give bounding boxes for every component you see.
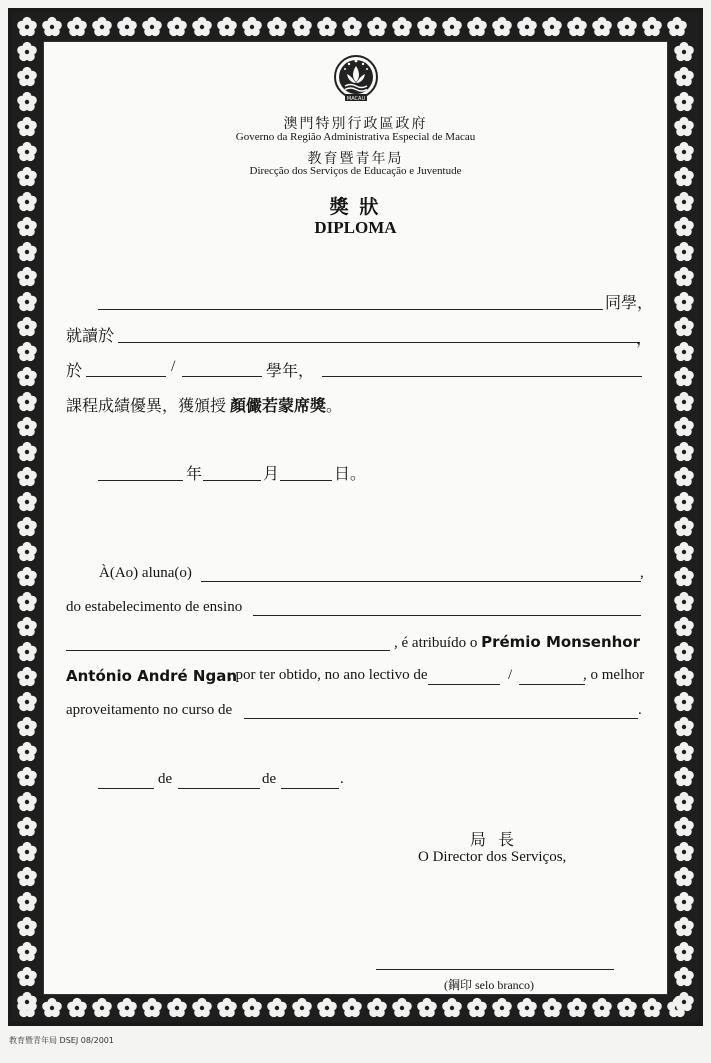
pt-month-line (178, 788, 260, 789)
attributed-text (394, 633, 640, 652)
date-month-line (203, 480, 261, 481)
award-pre: 課程成績優異，獲頒授 (66, 398, 231, 415)
school-line-pt (253, 615, 641, 616)
seal-label: (鋼印 selo branco) (444, 978, 534, 992)
title-zh: 獎 狀 (329, 197, 382, 218)
pt-day-line (98, 788, 154, 789)
course-label-pt: aproveitamento no curso de (66, 702, 233, 718)
title-en: DIPLOMA (314, 218, 397, 237)
signature-line (376, 969, 614, 970)
gov-pt: Governo da Região Administrativa Especial de Macau (235, 131, 476, 143)
award-name-zh: 顏儼若蒙席獎 (230, 398, 327, 415)
day-label: 日。 (334, 466, 367, 483)
course-line-zh (322, 376, 642, 377)
de-label-1: de (158, 771, 173, 787)
prize-name-b: António André Ngan (66, 667, 238, 685)
gov-zh: 澳門特別行政區政府 (283, 117, 428, 132)
year-end-line (182, 376, 262, 377)
period-pt: . (638, 702, 642, 718)
month-label: 月 (263, 466, 280, 483)
pt-year-line (281, 788, 339, 789)
studying-at-label: 就讀於 (66, 328, 115, 345)
date-day-line (280, 480, 332, 481)
student-name-line (98, 309, 603, 310)
slash-pt: / (508, 667, 513, 683)
school-line-pt-2 (66, 650, 390, 651)
dept-zh: 教育暨青年局 (307, 152, 404, 167)
course-line-pt (244, 718, 638, 719)
footer-code: 教育暨青年局 DSEJ 08/2001 (9, 1036, 114, 1045)
year-label: 年 (186, 466, 203, 483)
slash-zh: / (171, 358, 176, 375)
student-name-line-pt (201, 581, 641, 582)
obtained-text: , por ter obtido, no ano lectivo de (228, 667, 428, 683)
year-start-line (86, 376, 166, 377)
to-student-label: À(Ao) aluna(o) (99, 565, 192, 581)
prize-name-a: Prémio Monsenhor (481, 633, 641, 651)
school-label-pt: do estabelecimento de ensino (66, 599, 243, 615)
director-title-zh: 局 長 (470, 832, 519, 849)
school-name-line (118, 342, 640, 343)
diploma-sheet (44, 42, 667, 994)
end-dot: . (340, 771, 344, 787)
comma-1: ， (636, 331, 653, 348)
de-label-2: de (262, 771, 277, 787)
at-label: 於 (66, 363, 83, 380)
attributed-pre: , é atribuído o (394, 635, 482, 651)
best-text: , o melhor (583, 667, 645, 683)
student-suffix: 同學， (605, 295, 654, 312)
lective-start-line (428, 684, 500, 685)
macau-emblem-icon (333, 54, 379, 104)
comma-pt: , (640, 565, 644, 581)
date-year-line (98, 480, 183, 481)
award-statement (66, 393, 342, 416)
school-year-label: 學年， (266, 363, 315, 380)
lective-end-line (519, 684, 585, 685)
award-end: 。 (326, 398, 343, 415)
emblem-label: MACAU (346, 95, 366, 102)
dept-pt: Direcção dos Serviços de Educação e Juventude (249, 165, 462, 177)
director-title-pt: O Director dos Serviços, (418, 849, 567, 865)
